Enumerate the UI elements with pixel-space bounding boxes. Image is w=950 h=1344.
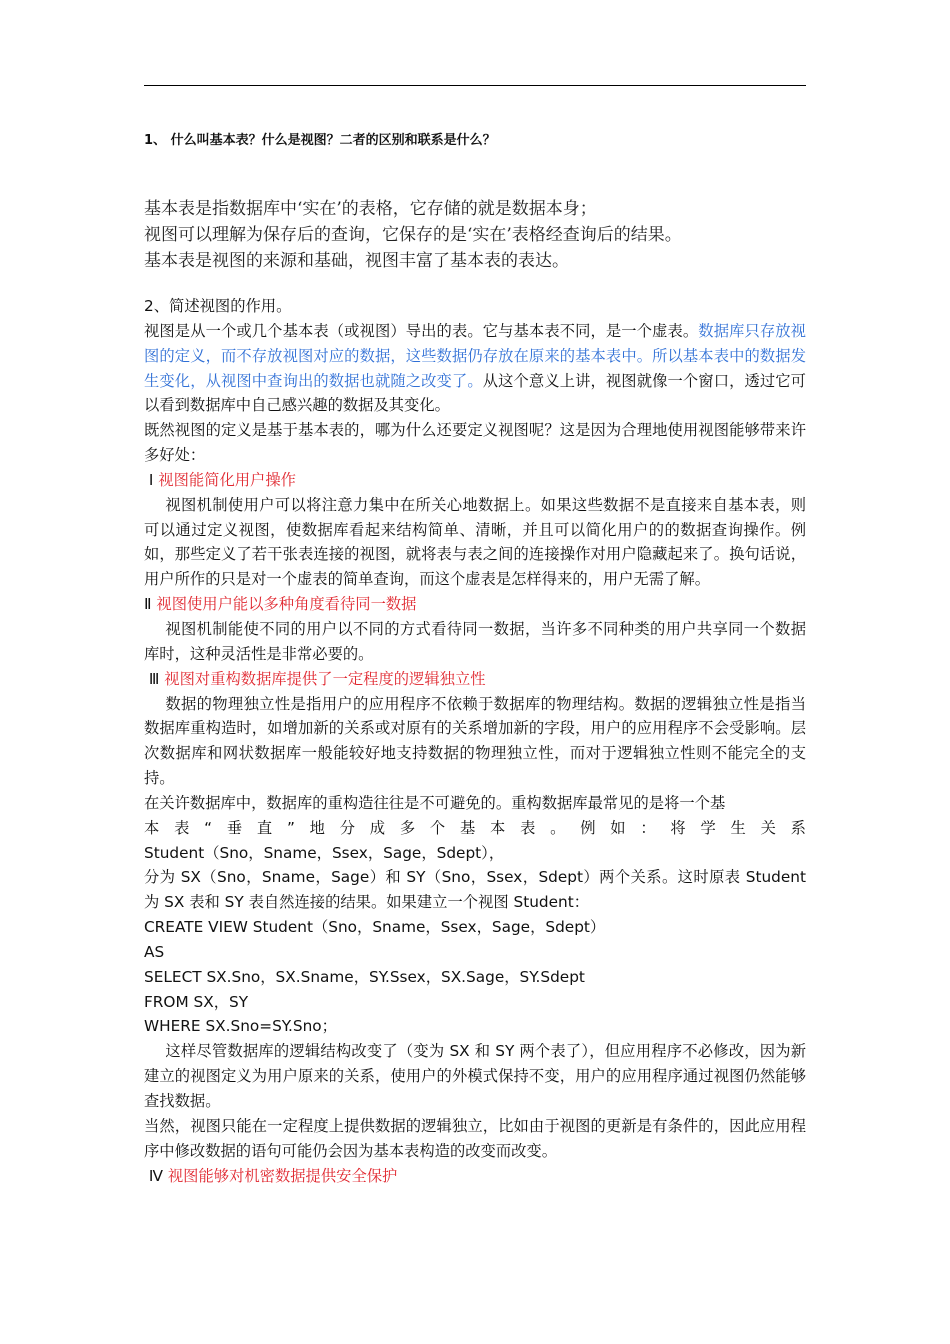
text-span: 从这个意义上讲，视图就像一个窗口，透过它可以看到数据库中自己感兴趣的数据及其变化。 (144, 371, 806, 415)
spread-char: 基 (459, 818, 476, 837)
spread-char: 本 (144, 818, 160, 837)
heading-benefit-1 (144, 468, 806, 493)
spread-char: 将 (670, 818, 686, 837)
spread-char: 表 (520, 818, 536, 837)
heading-number: Ⅰ (148, 470, 154, 489)
paragraph-view-definition (144, 319, 806, 418)
spread-char: 生 (730, 818, 746, 837)
spread-char: 关 (760, 818, 776, 837)
spread-char: 成 (369, 818, 386, 837)
sql-line: CREATE VIEW Student（Sno，Sname，Ssex，Sage，Sdept） (144, 918, 606, 937)
answer-1-line: 视图可以理解为保存后的查询，它保存的是‘实在’表格经查询后的结果。 (144, 225, 682, 245)
heading-benefit-3 (144, 667, 806, 692)
heading-number: Ⅳ (148, 1166, 163, 1185)
sql-line: WHERE SX.Sno=SY.Sno； (144, 1017, 337, 1036)
spread-char: 学 (700, 818, 716, 837)
answer-2-body (144, 294, 806, 1188)
spread-char: 本 (490, 818, 506, 837)
paragraph-restructure-line-1: 在关许数据库中，数据库的重构造往往是不可避免的。重构数据库最常见的是将一个基 (144, 793, 726, 812)
spread-char: 多 (399, 818, 416, 837)
heading-benefit-2 (144, 592, 806, 617)
heading-text: 视图对重构数据库提供了一定程度的逻辑独立性 (164, 669, 486, 688)
paragraph-benefit-2: 视图机制能使不同的用户以不同的方式看待同一数据，当许多不同种类的用户共享同一个数据库时，这种灵活性是非常必要的。 (144, 619, 806, 663)
question-1: 1、 什么叫基本表？什么是视图？二者的区别和联系是什么？ (144, 133, 496, 148)
spread-char: 个 (429, 818, 446, 837)
answer-1-line: 基本表是视图的来源和基础，视图丰富了基本表的表达。 (144, 251, 569, 271)
spread-char: 地 (309, 818, 325, 837)
spread-char: 如 (610, 818, 626, 837)
sql-line: SELECT SX.Sno，SX.Sname，SY.Ssex，SX.Sage，SY.Sdept (144, 967, 585, 986)
spread-char: 系 (790, 818, 806, 837)
answer-1 (144, 196, 806, 274)
paragraph-split-relation: 分为 SX（Sno，Sname，Sage）和 SY（Sno，Ssex，Sdept）两个关系。这时原表 Student 为 SX 表和 SY 表自然连接的结果。如果建立一个视图 Student： (144, 868, 806, 912)
spread-char: 直 (256, 818, 273, 837)
spread-char: ： (640, 818, 656, 837)
heading-text: 视图能简化用户操作 (158, 470, 296, 489)
heading-number: Ⅲ (148, 669, 160, 688)
heading-number: Ⅱ (144, 595, 152, 614)
paragraph-restructure-line-2 (144, 816, 806, 841)
paragraph-logical-change: 这样尽管数据库的逻辑结构改变了（变为 SX 和 SY 两个表了），但应用程序不必修改，因为新建立的视图定义为用户原来的关系，使用户的外模式保持不变，用户的应用程序通过视图仍然能够查找数据。 (144, 1042, 806, 1110)
heading-text: 视图能够对机密数据提供安全保护 (167, 1166, 398, 1185)
paragraph-benefit-1: 视图机制使用户可以将注意力集中在所关心地数据上。如果这些数据不是直接来自基本表，则可以通过定义视图，使数据库看起来结构简单、清晰，并且可以简化用户的的数据查询操作。例如，那些定义了若干张表连接的视图，就将表与表之间的连接操作对用户隐藏起来了。换句话说，用户所作的只是对一个虚表的简单查询，而这个虚表是怎样得来的，用户无需了解。 (144, 495, 806, 589)
paragraph-benefit-3: 数据的物理独立性是指用户的应用程序不依赖于数据库的物理结构。数据的逻辑独立性是指当数据库重构造时，如增加新的关系或对原有的关系增加新的字段，用户的应用程序不会受影响。层次数据库和网状数据库一般能较好地支持数据的物理独立性，而对于逻辑独立性则不能完全的支持。 (144, 694, 806, 788)
question-2: 2、简述视图的作用。 (144, 297, 292, 315)
spread-char: 例 (580, 818, 596, 837)
spread-char: “ (204, 818, 213, 837)
spread-char: 。 (550, 818, 566, 837)
sql-line: AS (144, 942, 165, 961)
heading-text: 视图使用户能以多种角度看待同一数据 (156, 595, 417, 614)
spread-char: ” (286, 818, 295, 837)
highlight-blue-text: 数据库只存放视图的定义，而不存放视图对应的数据，这些数据仍存放在原来的基本表中。所以基本表中的数据发生变化，从视图中查询出的数据也就随之改变了。 (144, 321, 806, 390)
paragraph-limitation: 当然，视图只能在一定程度上提供数据的逻辑独立，比如由于视图的更新是有条件的，因此应用程序中修改数据的语句可能仍会因为基本表构造的改变而改变。 (144, 1116, 806, 1160)
spread-char: 表 (174, 818, 190, 837)
answer-1-line: 基本表是指数据库中‘实在’的表格，它存储的就是数据本身； (144, 199, 597, 219)
sql-line: FROM SX，SY (144, 992, 249, 1011)
heading-benefit-4 (144, 1164, 806, 1189)
text-span: 视图是从一个或几个基本表（或视图）导出的表。它与基本表不同，是一个虚表。 (144, 321, 699, 340)
spread-char: 分 (339, 818, 355, 837)
paragraph-why-views: 既然视图的定义是基于基本表的，哪为什么还要定义视图呢？这是因为合理地使用视图能够带来许多好处： (144, 421, 806, 465)
header-rule (144, 85, 806, 86)
paragraph-restructure-line-3: Student（Sno，Sname，Ssex，Sage，Sdept）， (144, 843, 505, 862)
spread-char: 垂 (226, 818, 243, 837)
